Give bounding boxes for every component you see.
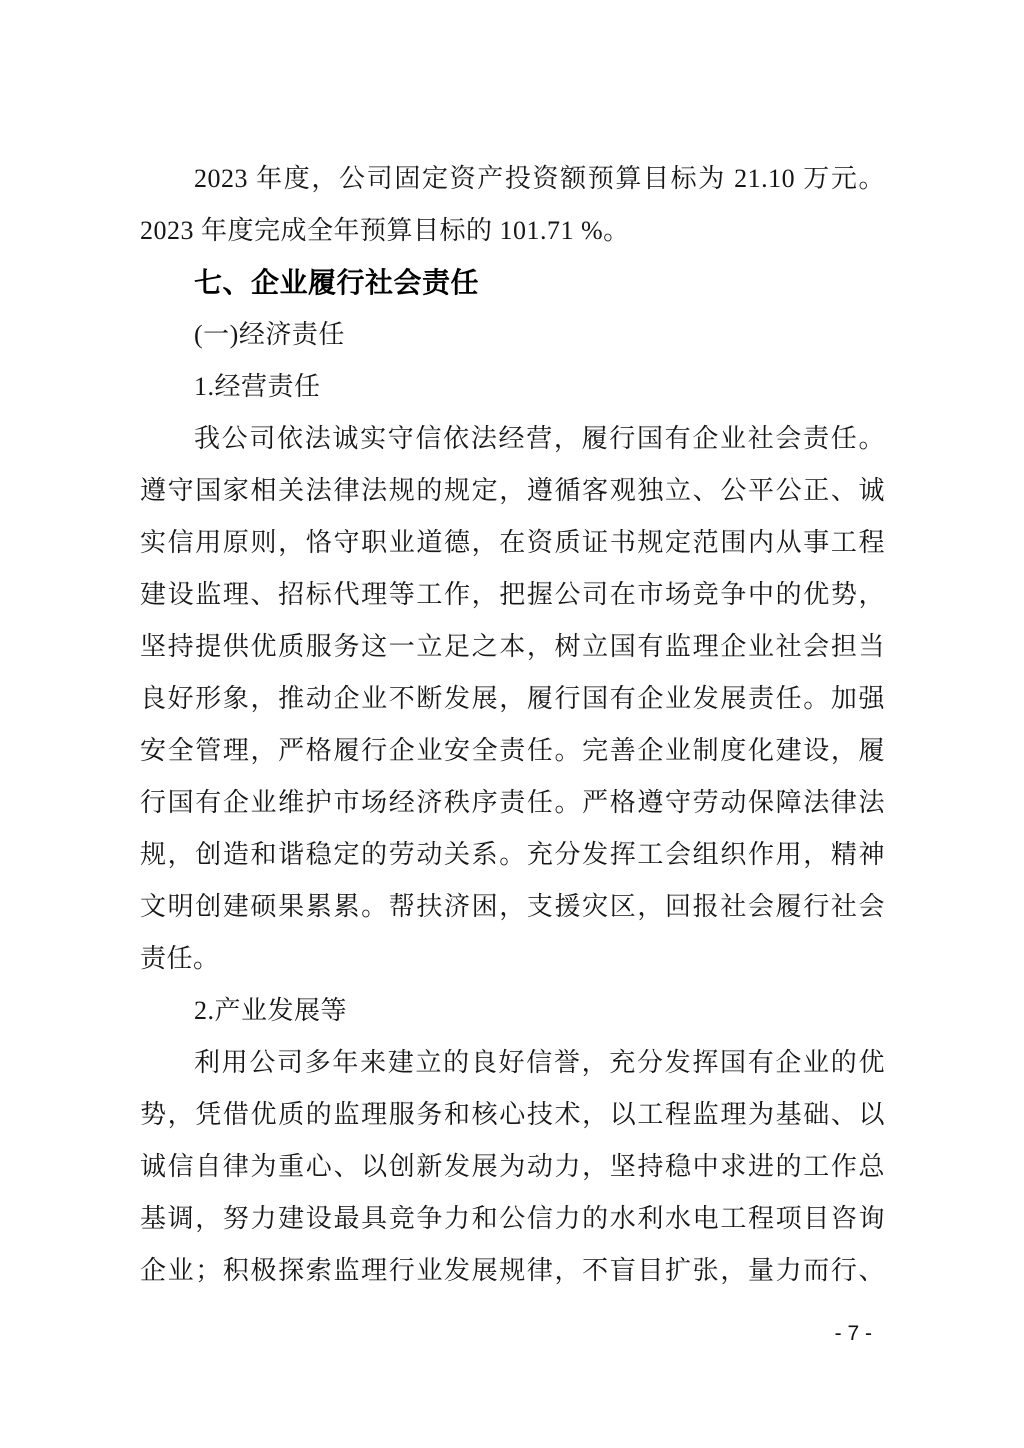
subheading-operating-responsibility	[140, 361, 885, 413]
text-line: 我公司依法诚实守信依法经营，履行国有企业社会责任。	[194, 424, 885, 453]
page-number: - 7 -	[834, 1322, 872, 1345]
subheading-economic-responsibility	[140, 309, 885, 361]
text-line: 规，创造和谐稳定的劳动关系。充分发挥工会组织作用，精神	[140, 840, 885, 869]
text-line: 安全管理，严格履行企业安全责任。完善企业制度化建设，履	[140, 736, 885, 765]
text-line: 利用公司多年来建立的良好信誉，充分发挥国有企业的优	[194, 1048, 885, 1077]
para-budget-target	[140, 153, 885, 257]
text-line: 企业；积极探索监理行业发展规律，不盲目扩张，量力而行、	[140, 1256, 885, 1285]
subheading-industry-development	[140, 985, 885, 1037]
text-line: 文明创建硕果累累。帮扶济困，支援灾区，回报社会履行社会	[140, 892, 885, 921]
document-body	[140, 153, 885, 1297]
para-operating-responsibility	[140, 413, 885, 985]
text-line: 坚持提供优质服务这一立足之本，树立国有监理企业社会担当	[140, 632, 885, 661]
text-line: 诚信自律为重心、以创新发展为动力，坚持稳中求进的工作总	[140, 1152, 885, 1181]
text-line: 2023 年度，公司固定资产投资额预算目标为 21.10 万元。	[194, 164, 885, 193]
para-industry-development	[140, 1037, 885, 1297]
text-line: 势，凭借优质的监理服务和核心技术，以工程监理为基础、以	[140, 1100, 885, 1129]
text-line: 遵守国家相关法律法规的规定，遵循客观独立、公平公正、诚	[140, 476, 885, 505]
text-line: 2.产业发展等	[194, 996, 348, 1025]
text-line: (一)经济责任	[194, 320, 345, 349]
text-line: 良好形象，推动企业不断发展，履行国有企业发展责任。加强	[140, 684, 885, 713]
text-line: 基调，努力建设最具竞争力和公信力的水利水电工程项目咨询	[140, 1204, 885, 1233]
text-line: 责任。	[140, 944, 220, 973]
text-line: 建设监理、招标代理等工作，把握公司在市场竞争中的优势，	[140, 580, 885, 609]
text-line: 七、企业履行社会责任	[194, 267, 480, 298]
text-line: 1.经营责任	[194, 372, 321, 401]
text-line: 2023 年度完成全年预算目标的 101.71 %。	[140, 216, 630, 245]
text-line: 行国有企业维护市场经济秩序责任。严格遵守劳动保障法律法	[140, 788, 885, 817]
text-line: 实信用原则，恪守职业道德，在资质证书规定范围内从事工程	[140, 528, 885, 557]
heading-chapter-seven-social-responsibility	[140, 257, 885, 309]
